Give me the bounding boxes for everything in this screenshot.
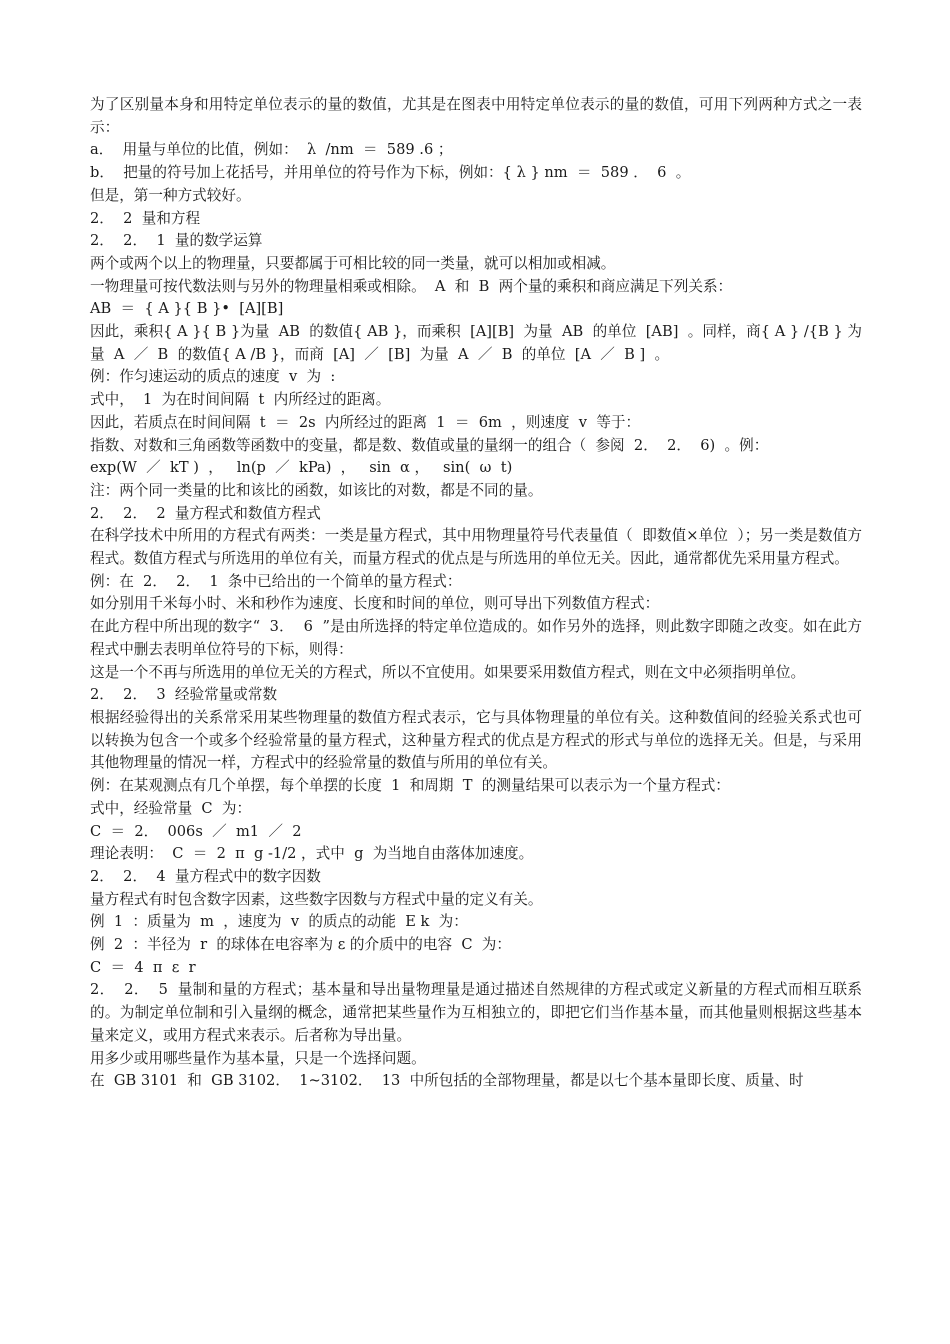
paragraph: 式中，经验常量 C 为： — [90, 799, 252, 817]
paragraph: 两个或两个以上的物理量，只要都属于可相比较的同一类量，就可以相加或相减。 — [90, 254, 616, 272]
paragraph: AB ＝ { A }{ B }• [A][B] — [90, 300, 284, 318]
paragraph: 在 GB 3101 和 GB 3102． 1~3102． 13 中所包括的全部物理量，都是以七个基本量即长度、质量、时 — [90, 1072, 804, 1090]
paragraph: 这是一个不再与所选用的单位无关的方程式，所以不宜使用。如果要采用数值方程式，则在文中必须指明单位。 — [90, 663, 806, 681]
paragraph: 指数、对数和三角函数等函数中的变量，都是数、数值或量的量纲一的组合（ 参阅 2． 2． 6) 。例： — [90, 436, 769, 454]
paragraph: 例：在 2． 2． 1 条中已给出的一个简单的量方程式： — [90, 572, 462, 590]
paragraph: 理论表明： C ＝ 2 π g -1/2 ，式中 g 为当地自由落体加速度。 — [90, 845, 534, 863]
paragraph: C ＝ 2． 006s ／ m1 ／ 2 — [90, 822, 302, 840]
paragraph: 2． 2． 4 量方程式中的数字因数 — [90, 867, 321, 885]
paragraph: 因此，乘积{ A }{ B }为量 AB 的数值{ AB }，而乘积 [A][B] 为量 AB 的单位 [AB] 。同样，商{ A } /{B } 为量 A ／ B 的数值{ A /B }，而商 [A] ／ [B] 为量 A ／ B 的单位 [A ／ B ] 。 — [90, 323, 862, 363]
paragraph: 例：在某观测点有几个单摆，每个单摆的长度 1 和周期 T 的测量结果可以表示为一个量方程式： — [90, 777, 730, 795]
paragraph: 2． 2 量和方程 — [90, 209, 201, 227]
paragraph: C ＝ 4 π ε r — [90, 958, 196, 976]
paragraph: 为了区别量本身和用特定单位表示的量的数值，尤其是在图表中用特定单位表示的量的数值，可用下列两种方式之一表示： — [90, 96, 862, 136]
paragraph: 量方程式有时包含数字因素，这些数字因数与方程式中量的定义有关。 — [90, 890, 543, 908]
document-body — [90, 94, 862, 1093]
paragraph: 注：两个同一类量的比和该比的函数，如该比的对数，都是不同的量。 — [90, 481, 543, 499]
paragraph: 根据经验得出的关系常采用某些物理量的数值方程式表示，它与具体物理量的单位有关。这种数值间的经验关系式也可以转换为包含一个或多个经验常量的量方程式，这种量方程式的优点是方程式的形式与单位的选择无关。但是，与采用其他物理量的情况一样，方程式中的经验常量的数值与所用的单位有关。 — [90, 708, 862, 772]
paragraph: 因此，若质点在时间间隔 t ＝ 2s 内所经过的距离 1 ＝ 6m ，则速度 v 等于： — [90, 413, 641, 431]
paragraph: exp(W ／ kT ) ， ln(p ／ kPa) ， sin α ， sin( ω t) — [90, 459, 513, 477]
paragraph: 如分别用千米每小时、米和秒作为速度、长度和时间的单位，则可导出下列数值方程式： — [90, 595, 660, 613]
paragraph: 2． 2． 5 量制和量的方程式；基本量和导出量物理量是通过描述自然规律的方程式或定义新量的方程式而相互联系的。为制定单位制和引入量纲的概念，通常把某些量作为互相独立的，即把它们当作基本量，而其他量则根据这些基本量来定义，或用方程式来表示。后者称为导出量。 — [90, 981, 862, 1044]
paragraph: a． 用量与单位的比值，例如： λ /nm ＝ 589 .6 ； — [90, 141, 453, 159]
paragraph: 但是，第一种方式较好。 — [90, 186, 251, 204]
paragraph: 2． 2． 2 量方程式和数值方程式 — [90, 504, 321, 522]
paragraph: 一物理量可按代数法则与另外的物理量相乘或相除。 A 和 B 两个量的乘积和商应满足下列关系： — [90, 277, 733, 295]
paragraph: b． 把量的符号加上花括号，并用单位的符号作为下标，例如：{ λ } nm ＝ 589 ． 6 。 — [90, 164, 691, 182]
paragraph: 例 1 ：质量为 m ，速度为 v 的质点的动能 E k 为： — [90, 913, 468, 931]
paragraph: 2． 2． 1 量的数学运算 — [90, 232, 263, 250]
paragraph: 在科学技术中所用的方程式有两类：一类是量方程式，其中用物理量符号代表量值（ 即数值×单位 ）；另一类是数值方程式。数值方程式与所选用的单位有关，而量方程式的优点是与所选用的单位无关。因此，通常都优先采用量方程式。 — [90, 527, 862, 568]
paragraph: 用多少或用哪些量作为基本量，只是一个选择问题。 — [90, 1049, 426, 1067]
paragraph: 例：作匀速运动的质点的速度 v 为 : — [90, 368, 336, 386]
paragraph: 例 2 ：半径为 r 的球体在电容率为 ε 的介质中的电容 C 为： — [90, 936, 511, 954]
paragraph: 在此方程中所出现的数字“ 3． 6 ”是由所选择的特定单位造成的。如作另外的选择，则此数字即随之改变。如在此方程式中删去表明单位符号的下标，则得： — [90, 618, 862, 658]
paragraph: 2． 2． 3 经验常量或常数 — [90, 686, 278, 704]
paragraph: 式中， 1 为在时间间隔 t 内所经过的距离。 — [90, 391, 391, 409]
